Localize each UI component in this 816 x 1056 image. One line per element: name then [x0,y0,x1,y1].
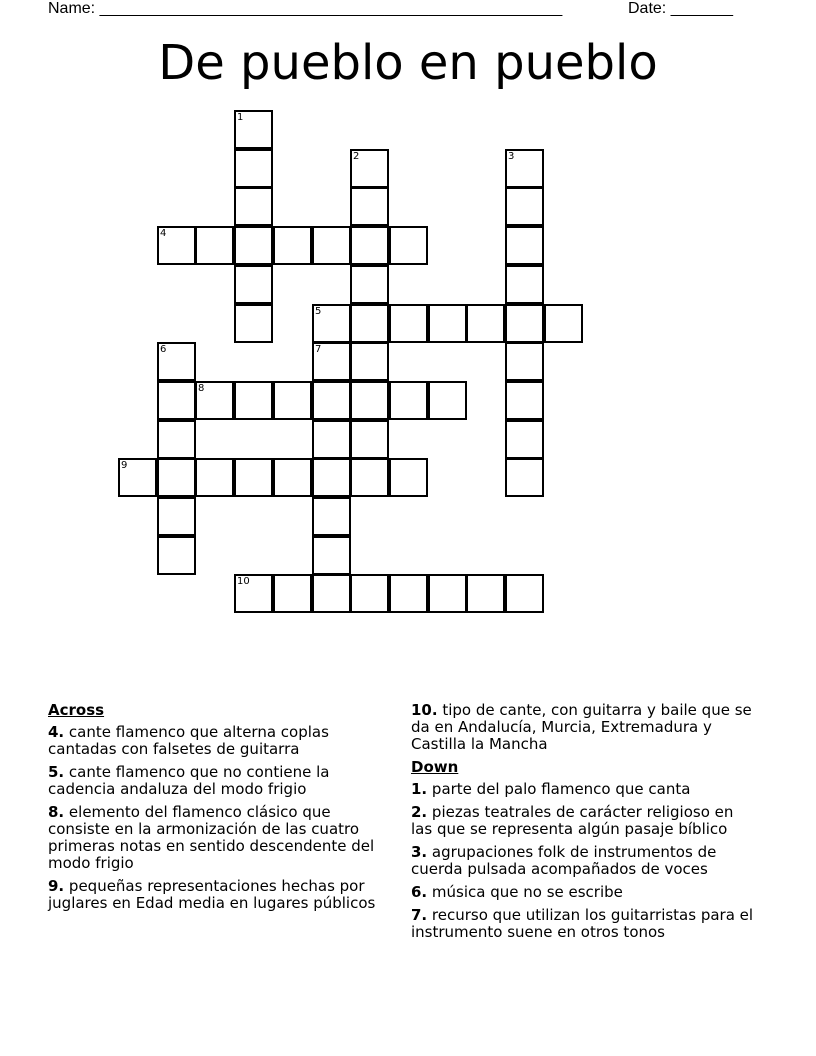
crossword-cell[interactable] [505,420,544,459]
clue-text: agrupaciones folk de instrumentos de cuerda pulsada acompañados de voces [411,843,717,878]
clue-number: 2. [411,803,428,821]
cell-number: 4 [160,228,167,239]
crossword-cell[interactable] [234,574,273,613]
crossword-cell[interactable] [157,226,196,265]
crossword-cell[interactable] [195,458,234,497]
crossword-cell[interactable] [273,574,312,613]
cell-number: 2 [353,151,360,162]
crossword-cell[interactable] [350,381,389,420]
crossword-cell[interactable] [312,304,351,343]
clue-across-5 [48,764,393,798]
cell-number: 8 [198,383,205,394]
crossword-cell[interactable] [234,265,273,304]
crossword-cell[interactable] [312,497,351,536]
crossword-cell[interactable] [350,342,389,381]
crossword-cell[interactable] [234,187,273,226]
crossword-cell[interactable] [195,381,234,420]
crossword-cell[interactable] [273,226,312,265]
crossword-cell[interactable] [312,536,351,575]
clue-across-8 [48,804,393,872]
clue-down-3 [411,844,756,878]
worksheet-header [48,0,748,20]
clue-number: 1. [411,780,428,798]
clue-number: 7. [411,906,428,924]
crossword-cell[interactable] [389,226,428,265]
crossword-cell[interactable] [505,226,544,265]
crossword-cell[interactable] [312,574,351,613]
name-field-label[interactable]: Name: ____________________________________________________ [48,0,563,17]
crossword-cell[interactable] [389,381,428,420]
clue-list [48,702,768,962]
crossword-cell[interactable] [312,226,351,265]
crossword-cell[interactable] [350,574,389,613]
crossword-cell[interactable] [312,420,351,459]
cell-number: 7 [315,344,322,355]
crossword-cell[interactable] [350,187,389,226]
clue-number: 4. [48,723,65,741]
crossword-cell[interactable] [157,497,196,536]
clue-number: 9. [48,877,65,895]
across-heading: Across [48,701,105,719]
crossword-cell[interactable] [428,574,467,613]
crossword-cell[interactable] [234,304,273,343]
clue-down-7 [411,907,756,941]
crossword-cell[interactable] [350,458,389,497]
page-title: De pueblo en pueblo [158,35,658,91]
clue-down-2 [411,804,756,838]
clue-down-6 [411,884,756,901]
crossword-cell[interactable] [350,420,389,459]
cell-number: 3 [508,151,515,162]
clue-text: cante flamenco que no contiene la cadencia andaluza del modo frigio [48,763,330,798]
crossword-cell[interactable] [350,265,389,304]
crossword-cell[interactable] [389,458,428,497]
clue-number: 3. [411,843,428,861]
clue-down-1 [411,781,756,798]
clue-text: recurso que utilizan los guitarristas para el instrumento suene en otros tonos [411,906,754,941]
crossword-cell[interactable] [505,381,544,420]
crossword-cell[interactable] [428,381,467,420]
crossword-cell[interactable] [505,574,544,613]
crossword-cell[interactable] [428,304,467,343]
crossword-cell[interactable] [350,149,389,188]
clue-number: 5. [48,763,65,781]
crossword-cell[interactable] [505,149,544,188]
cell-number: 10 [237,576,250,587]
clue-text: cante flamenco que alterna coplas cantadas con falsetes de guitarra [48,723,329,758]
crossword-cell[interactable] [389,574,428,613]
crossword-cell[interactable] [350,304,389,343]
crossword-cell[interactable] [312,342,351,381]
crossword-cell[interactable] [505,265,544,304]
clue-text: piezas teatrales de carácter religioso en las que se representa algún pasaje bíblico [411,803,734,838]
clue-column-left [48,702,393,918]
clue-number: 8. [48,803,65,821]
clue-across-10 [411,702,756,753]
crossword-cell[interactable] [312,458,351,497]
crossword-cell[interactable] [234,458,273,497]
crossword-cell[interactable] [157,381,196,420]
clue-text: pequeñas representaciones hechas por juglares en Edad media en lugares públicos [48,877,376,912]
crossword-cell[interactable] [466,574,505,613]
cell-number: 9 [121,460,128,471]
crossword-cell[interactable] [234,110,273,149]
crossword-cell[interactable] [157,536,196,575]
crossword-cell[interactable] [505,304,544,343]
clue-number: 10. [411,701,438,719]
crossword-cell[interactable] [312,381,351,420]
crossword-cell[interactable] [234,226,273,265]
crossword-cell[interactable] [118,458,157,497]
clue-text: parte del palo flamenco que canta [431,780,691,798]
clue-text: tipo de cante, con guitarra y baile que se da en Andalucía, Murcia, Extremadura y Castilla la Mancha [411,701,752,753]
date-field-label[interactable]: Date: _______ [628,0,733,17]
crossword-cell[interactable] [195,226,234,265]
cell-number: 1 [237,112,244,123]
crossword-cell[interactable] [505,187,544,226]
crossword-cell[interactable] [157,342,196,381]
clue-across-4 [48,724,393,758]
crossword-cell[interactable] [389,304,428,343]
crossword-cell[interactable] [157,420,196,459]
clue-text: elemento del flamenco clásico que consiste en la armonización de las cuatro primeras notas en sentido descendente del modo frigio [48,803,375,872]
clue-number: 6. [411,883,428,901]
crossword-cell[interactable] [273,381,312,420]
clue-across-9 [48,878,393,912]
crossword-cell[interactable] [234,381,273,420]
clue-text: música que no se escribe [431,883,623,901]
crossword-cell[interactable] [505,342,544,381]
crossword-cell[interactable] [350,226,389,265]
cell-number: 5 [315,306,322,317]
crossword-cell[interactable] [466,304,505,343]
crossword-cell[interactable] [505,458,544,497]
crossword-cell[interactable] [544,304,583,343]
clue-column-right [411,702,756,947]
crossword-cell[interactable] [273,458,312,497]
crossword-cell[interactable] [157,458,196,497]
down-heading: Down [411,758,459,776]
cell-number: 6 [160,344,167,355]
crossword-cell[interactable] [234,149,273,188]
